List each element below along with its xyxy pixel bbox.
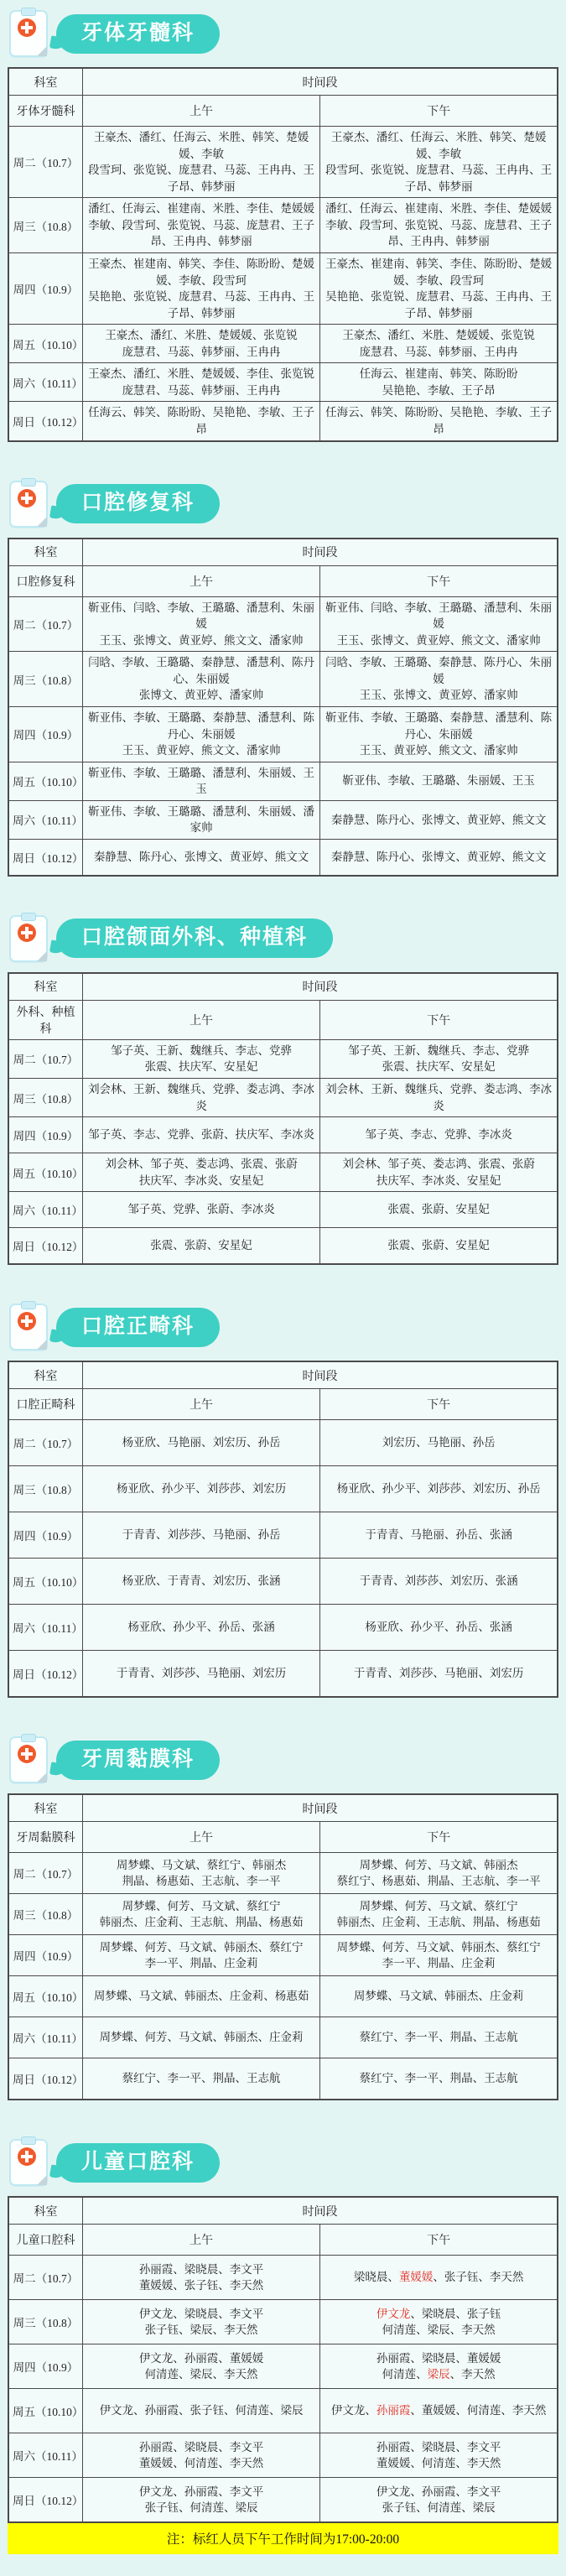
day-row: [8, 1559, 558, 1605]
sections-container: [8, 8, 558, 2523]
page-fold: [37, 517, 47, 527]
day-label: 周六（10.11）: [8, 2017, 82, 2058]
day-row: [8, 1117, 558, 1153]
department-name-cell: 牙体牙髓科: [8, 96, 82, 127]
am-staff-cell: 周梦蝶、何芳、马文斌、蔡红宁 韩丽杰、庄金莉、王志航、荆晶、杨惠茹: [82, 1894, 319, 1935]
day-label: 周日（10.12）: [8, 2478, 82, 2523]
day-label: 周日（10.12）: [8, 1651, 82, 1698]
day-label: 周二（10.7）: [8, 596, 82, 652]
day-row: [8, 1420, 558, 1466]
pm-staff-cell: 伊文龙、孙丽霞、李文平 张子钰、何清莲、梁辰: [320, 2478, 558, 2523]
day-label: 周二（10.7）: [8, 127, 82, 198]
am-staff-cell: 孙丽霞、梁晓晨、李文平 董媛媛、张子钰、李天然: [82, 2256, 319, 2300]
pm-staff-cell: 张震、张蔚、安星妃: [320, 1228, 558, 1265]
am-staff-cell: 邹子英、王新、魏继兵、李志、党骅 张震、扶庆军、安星妃: [82, 1039, 319, 1078]
day-label: 周三（10.8）: [8, 1079, 82, 1117]
am-staff-cell: 靳亚伟、李敏、王璐璐、潘慧利、朱丽媛、王玉: [82, 762, 319, 800]
section-title: 口腔正畸科: [56, 1308, 220, 1347]
pm-staff-cell: 刘宏历、马艳丽、孙岳: [320, 1420, 558, 1466]
day-label: 周六（10.11）: [8, 363, 82, 402]
section-title: 牙周黏膜科: [56, 1741, 220, 1780]
clipboard-clip: [21, 8, 36, 16]
medical-clipboard-icon: [9, 2139, 48, 2186]
schedule-table: [8, 1361, 558, 1698]
day-row: [8, 1605, 558, 1651]
am-staff-cell: 刘会林、王新、魏继兵、党骅、娄志鸿、李冰炎: [82, 1079, 319, 1117]
page-fold: [37, 951, 47, 961]
day-label: 周五（10.10）: [8, 325, 82, 363]
day-label: 周日（10.12）: [8, 839, 82, 876]
day-row: [8, 1651, 558, 1698]
department-section: [8, 1302, 558, 1698]
pm-staff-cell: 伊文龙、孙丽霞、董媛媛、何清莲、李天然: [320, 2389, 558, 2433]
period-column-header: 时间段: [82, 68, 558, 96]
am-staff-cell: 于青青、刘莎莎、马艳丽、孙岳: [82, 1512, 319, 1559]
department-name-cell: 外科、种植科: [8, 1000, 82, 1039]
day-row: [8, 762, 558, 800]
pm-staff-cell: 潘红、任海云、崔建南、米胜、李佳、楚媛媛 李敏、段雪珂、张览锐、马蕊、庞慧君、王子昂、王冉冉、韩梦丽: [320, 198, 558, 253]
pm-staff-cell: 刘会林、王新、魏继兵、党骅、娄志鸿、李冰炎: [320, 1079, 558, 1117]
medical-cross-icon: [18, 1312, 36, 1330]
am-staff-cell: 潘红、任海云、崔建南、米胜、李佳、楚媛媛 李敏、段雪珂、张览锐、马蕊、庞慧君、王子昂、王冉冉、韩梦丽: [82, 198, 319, 253]
table-subheader-row: [8, 96, 558, 127]
day-label: 周三（10.8）: [8, 652, 82, 707]
am-staff-cell: 杨亚欣、孙少平、孙岳、张涵: [82, 1605, 319, 1651]
day-row: [8, 1935, 558, 1976]
pm-staff-cell: 杨亚欣、孙少平、刘莎莎、刘宏历、孙岳: [320, 1466, 558, 1512]
pm-staff-cell: 蔡红宁、李一平、荆晶、王志航: [320, 2017, 558, 2058]
am-staff-cell: 周梦蝶、何芳、马文斌、韩丽杰、庄金莉: [82, 2017, 319, 2058]
medical-cross-icon: [18, 18, 36, 37]
red-staff-name: 伊文龙: [376, 2307, 411, 2320]
section-header: [9, 913, 558, 964]
table-subheader-row: [8, 1389, 558, 1420]
medical-clipboard-icon: [9, 481, 48, 528]
section-header: [9, 1735, 558, 1785]
day-row: [8, 2017, 558, 2058]
pm-staff-cell: 秦静慧、陈丹心、张博文、黄亚婷、熊文文: [320, 800, 558, 839]
afternoon-header: 下午: [320, 1000, 558, 1039]
page-fold: [37, 2175, 47, 2185]
day-label: 周四（10.9）: [8, 1935, 82, 1976]
dept-column-header: 科室: [8, 2197, 82, 2225]
am-staff-cell: 靳亚伟、李敏、王璐璐、潘慧利、朱丽媛、潘家帅: [82, 800, 319, 839]
section-header: [9, 8, 558, 59]
am-staff-cell: 于青青、刘莎莎、马艳丽、刘宏历: [82, 1651, 319, 1698]
am-staff-cell: 靳亚伟、李敏、王璐璐、秦静慧、潘慧利、陈丹心、朱丽媛 王玉、黄亚婷、熊文文、潘家帅: [82, 706, 319, 762]
am-staff-cell: 孙丽霞、梁晓晨、李文平 董媛媛、何清莲、李天然: [82, 2433, 319, 2478]
day-row: [8, 1192, 558, 1228]
pm-staff-cell: 王豪杰、崔建南、韩笑、李佳、陈盼盼、楚媛媛、李敏、段雪珂 吴艳艳、张览锐、庞慧君、马蕊、王冉冉、王子昂、韩梦丽: [320, 252, 558, 324]
morning-header: 上午: [82, 2225, 319, 2256]
day-row: [8, 2256, 558, 2300]
am-staff-cell: 伊文龙、孙丽霞、李文平 张子钰、何清莲、梁辰: [82, 2478, 319, 2523]
day-row: [8, 839, 558, 876]
pm-staff-cell: 靳亚伟、闫晗、李敏、王璐璐、潘慧利、朱丽媛 王玉、张博文、黄亚婷、熊文文、潘家帅: [320, 596, 558, 652]
pm-staff-cell: 周梦蝶、何芳、马文斌、蔡红宁 韩丽杰、庄金莉、王志航、荆晶、杨惠茹: [320, 1894, 558, 1935]
red-staff-name: 董媛媛: [398, 2271, 434, 2284]
red-staff-name: 孙丽霞: [376, 2404, 411, 2417]
day-label: 周六（10.11）: [8, 800, 82, 839]
medical-clipboard-icon: [9, 1304, 48, 1350]
medical-cross-icon: [18, 2147, 36, 2166]
clipboard-clip: [21, 478, 36, 487]
day-row: [8, 800, 558, 839]
period-column-header: 时间段: [82, 1361, 558, 1389]
afternoon-header: 下午: [320, 96, 558, 127]
pm-staff-cell: 周梦蝶、何芳、马文斌、韩丽杰、蔡红宁 李一平、荆晶、庄金莉: [320, 1935, 558, 1976]
day-label: 周二（10.7）: [8, 1420, 82, 1466]
am-staff-cell: 王豪杰、潘红、米胜、楚媛媛、李佳、张览锐 庞慧君、马蕊、韩梦丽、王冉冉: [82, 363, 319, 402]
department-section: [8, 1735, 558, 2100]
medical-cross-icon: [18, 1745, 36, 1763]
day-label: 周四（10.9）: [8, 706, 82, 762]
morning-header: 上午: [82, 1822, 319, 1853]
page-fold: [37, 46, 47, 56]
am-staff-cell: 杨亚欣、于青青、刘宏历、张涵: [82, 1559, 319, 1605]
am-staff-cell: 邹子英、李志、党骅、张蔚、扶庆军、李冰炎: [82, 1117, 319, 1153]
table-subheader-row: [8, 1822, 558, 1853]
medical-clipboard-icon: [9, 1736, 48, 1783]
am-staff-cell: 王豪杰、崔建南、韩笑、李佳、陈盼盼、楚媛媛、李敏、段雪珂 吴艳艳、张览锐、庞慧君、马蕊、王冉冉、王子昂、韩梦丽: [82, 252, 319, 324]
period-column-header: 时间段: [82, 539, 558, 566]
section-title: 儿童口腔科: [56, 2143, 220, 2183]
am-staff-cell: 周梦蝶、马文斌、蔡红宁、韩丽杰 荆晶、杨惠茹、王志航、李一平: [82, 1853, 319, 1894]
section-header: [9, 1302, 558, 1352]
day-row: [8, 2433, 558, 2478]
day-row: [8, 1153, 558, 1192]
pm-staff-cell: 王豪杰、潘红、任海云、米胜、韩笑、楚媛媛、李敏 段雪珂、张览锐、庞慧君、马蕊、王冉冉、王子昂、韩梦丽: [320, 127, 558, 198]
day-label: 周四（10.9）: [8, 1512, 82, 1559]
day-label: 周五（10.10）: [8, 1153, 82, 1192]
department-name-cell: 牙周黏膜科: [8, 1822, 82, 1853]
section-title: 口腔颌面外科、种植科: [56, 919, 333, 958]
period-column-header: 时间段: [82, 1794, 558, 1822]
day-row: [8, 2389, 558, 2433]
clipboard-clip: [21, 1301, 36, 1309]
pm-staff-cell: 任海云、韩笑、陈盼盼、吴艳艳、李敏、王子昂: [320, 402, 558, 441]
day-row: [8, 2300, 558, 2344]
day-label: 周五（10.10）: [8, 1976, 82, 2017]
pm-staff-cell: 于青青、马艳丽、孙岳、张涵: [320, 1512, 558, 1559]
day-label: 周六（10.11）: [8, 1192, 82, 1228]
day-row: [8, 127, 558, 198]
morning-header: 上午: [82, 96, 319, 127]
day-label: 周四（10.9）: [8, 1117, 82, 1153]
section-title: 牙体牙髓科: [56, 14, 220, 54]
department-section: [8, 8, 558, 442]
dept-column-header: 科室: [8, 539, 82, 566]
day-label: 周六（10.11）: [8, 2433, 82, 2478]
schedule-table: [8, 2196, 558, 2523]
day-row: [8, 252, 558, 324]
day-label: 周三（10.8）: [8, 1894, 82, 1935]
schedule-table: [8, 972, 558, 1265]
dept-column-header: 科室: [8, 68, 82, 96]
morning-header: 上午: [82, 565, 319, 596]
table-header-row: [8, 539, 558, 566]
medical-clipboard-icon: [9, 10, 48, 57]
pm-staff-cell: 靳亚伟、李敏、王璐璐、朱丽媛、王玉: [320, 762, 558, 800]
day-row: [8, 1976, 558, 2017]
day-row: [8, 1079, 558, 1117]
pm-staff-cell: 周梦蝶、马文斌、韩丽杰、庄金莉: [320, 1976, 558, 2017]
day-label: 周日（10.12）: [8, 1228, 82, 1265]
day-row: [8, 2478, 558, 2523]
day-label: 周二（10.7）: [8, 2256, 82, 2300]
day-row: [8, 402, 558, 441]
pm-staff-cell: 邹子英、王新、魏继兵、李志、党骅 张震、扶庆军、安星妃: [320, 1039, 558, 1078]
department-section: [8, 479, 558, 877]
am-staff-cell: 伊文龙、梁晓晨、李文平 张子钰、梁辰、李天然: [82, 2300, 319, 2344]
am-staff-cell: 杨亚欣、马艳丽、刘宏历、孙岳: [82, 1420, 319, 1466]
pm-staff-cell: 邹子英、李志、党骅、李冰炎: [320, 1117, 558, 1153]
day-row: [8, 1512, 558, 1559]
am-staff-cell: 周梦蝶、何芳、马文斌、韩丽杰、蔡红宁 李一平、荆晶、庄金莉: [82, 1935, 319, 1976]
pm-staff-cell: 孙丽霞、梁晓晨、李文平 董媛媛、何清莲、李天然: [320, 2433, 558, 2478]
am-staff-cell: 周梦蝶、马文斌、韩丽杰、庄金莉、杨惠茹: [82, 1976, 319, 2017]
schedule-table: [8, 1793, 558, 2100]
dept-column-header: 科室: [8, 1794, 82, 1822]
am-staff-cell: 刘会林、邹子英、娄志鸿、张震、张蔚 扶庆军、李冰炎、安星妃: [82, 1153, 319, 1192]
pm-staff-cell: 孙丽霞、梁晓晨、董媛媛 何清莲、梁辰、李天然: [320, 2344, 558, 2389]
afternoon-header: 下午: [320, 2225, 558, 2256]
pm-staff-cell: 伊文龙、梁晓晨、张子钰 何清莲、梁辰、李天然: [320, 2300, 558, 2344]
day-label: 周四（10.9）: [8, 252, 82, 324]
medical-cross-icon: [18, 489, 36, 507]
schedule-table: [8, 538, 558, 877]
pm-staff-cell: 王豪杰、潘红、米胜、楚媛媛、张览锐 庞慧君、马蕊、韩梦丽、王冉冉: [320, 325, 558, 363]
pm-staff-cell: 周梦蝶、何芳、马文斌、韩丽杰 蔡红宁、杨惠茹、荆晶、王志航、李一平: [320, 1853, 558, 1894]
am-staff-cell: 蔡红宁、李一平、荆晶、王志航: [82, 2058, 319, 2100]
department-section: [8, 913, 558, 1265]
day-row: [8, 1466, 558, 1512]
day-row: [8, 1228, 558, 1265]
table-subheader-row: [8, 565, 558, 596]
pm-staff-cell: 蔡红宁、李一平、荆晶、王志航: [320, 2058, 558, 2100]
pm-staff-cell: 秦静慧、陈丹心、张博文、黄亚婷、熊文文: [320, 839, 558, 876]
pm-staff-cell: 闫晗、李敏、王璐璐、秦静慧、陈丹心、朱丽媛 王玉、张博文、黄亚婷、潘家帅: [320, 652, 558, 707]
afternoon-header: 下午: [320, 1389, 558, 1420]
am-staff-cell: 伊文龙、孙丽霞、董媛媛 何清莲、梁辰、李天然: [82, 2344, 319, 2389]
department-section: [8, 2137, 558, 2523]
day-row: [8, 1894, 558, 1935]
day-label: 周日（10.12）: [8, 402, 82, 441]
day-label: 周二（10.7）: [8, 1039, 82, 1078]
am-staff-cell: 邹子英、党骅、张蔚、李冰炎: [82, 1192, 319, 1228]
table-header-row: [8, 1361, 558, 1389]
clipboard-clip: [21, 1734, 36, 1742]
day-row: [8, 325, 558, 363]
day-row: [8, 1039, 558, 1078]
section-header: [9, 2137, 558, 2188]
day-label: 周五（10.10）: [8, 2389, 82, 2433]
day-row: [8, 652, 558, 707]
am-staff-cell: 任海云、韩笑、陈盼盼、吴艳艳、李敏、王子昂: [82, 402, 319, 441]
am-staff-cell: 杨亚欣、孙少平、刘莎莎、刘宏历: [82, 1466, 319, 1512]
section-header: [9, 479, 558, 529]
afternoon-header: 下午: [320, 1822, 558, 1853]
am-staff-cell: 王豪杰、潘红、任海云、米胜、韩笑、楚媛媛、李敏 段雪珂、张览锐、庞慧君、马蕊、王冉冉、王子昂、韩梦丽: [82, 127, 319, 198]
period-column-header: 时间段: [82, 2197, 558, 2225]
day-label: 周五（10.10）: [8, 762, 82, 800]
afternoon-header: 下午: [320, 565, 558, 596]
footer-note: 注：标红人员下午工作时间为17:00-20:00: [8, 2523, 558, 2554]
day-row: [8, 1853, 558, 1894]
day-label: 周二（10.7）: [8, 1853, 82, 1894]
day-row: [8, 363, 558, 402]
table-header-row: [8, 973, 558, 1001]
pm-staff-cell: 于青青、刘莎莎、刘宏历、张涵: [320, 1559, 558, 1605]
pm-staff-cell: 于青青、刘莎莎、马艳丽、刘宏历: [320, 1651, 558, 1698]
am-staff-cell: 靳亚伟、闫晗、李敏、王璐璐、潘慧利、朱丽媛 王玉、张博文、黄亚婷、熊文文、潘家帅: [82, 596, 319, 652]
day-row: [8, 706, 558, 762]
day-label: 周四（10.9）: [8, 2344, 82, 2389]
table-header-row: [8, 1794, 558, 1822]
department-name-cell: 口腔正畸科: [8, 1389, 82, 1420]
morning-header: 上午: [82, 1000, 319, 1039]
period-column-header: 时间段: [82, 973, 558, 1001]
dept-column-header: 科室: [8, 973, 82, 1001]
pm-staff-cell: 梁晓晨、董媛媛、张子钰、李天然: [320, 2256, 558, 2300]
department-name-cell: 儿童口腔科: [8, 2225, 82, 2256]
table-header-row: [8, 2197, 558, 2225]
pm-staff-cell: 杨亚欣、孙少平、孙岳、张涵: [320, 1605, 558, 1651]
dept-column-header: 科室: [8, 1361, 82, 1389]
am-staff-cell: 伊文龙、孙丽霞、张子钰、何清莲、梁辰: [82, 2389, 319, 2433]
clipboard-clip: [21, 2136, 36, 2145]
table-subheader-row: [8, 2225, 558, 2256]
pm-staff-cell: 刘会林、邹子英、娄志鸿、张震、张蔚 扶庆军、李冰炎、安星妃: [320, 1153, 558, 1192]
schedule-table: [8, 67, 558, 442]
medical-clipboard-icon: [9, 915, 48, 962]
section-title: 口腔修复科: [56, 484, 220, 523]
table-header-row: [8, 68, 558, 96]
day-label: 周三（10.8）: [8, 2300, 82, 2344]
page-fold: [37, 1772, 47, 1782]
am-staff-cell: 王豪杰、潘红、米胜、楚媛媛、张览锐 庞慧君、马蕊、韩梦丽、王冉冉: [82, 325, 319, 363]
pm-staff-cell: 张震、张蔚、安星妃: [320, 1192, 558, 1228]
day-label: 周三（10.8）: [8, 198, 82, 253]
day-label: 周五（10.10）: [8, 1559, 82, 1605]
medical-cross-icon: [18, 924, 36, 942]
day-row: [8, 198, 558, 253]
am-staff-cell: 闫晗、李敏、王璐璐、秦静慧、潘慧利、陈丹心、朱丽媛 张博文、黄亚婷、潘家帅: [82, 652, 319, 707]
day-row: [8, 596, 558, 652]
day-label: 周三（10.8）: [8, 1466, 82, 1512]
department-name-cell: 口腔修复科: [8, 565, 82, 596]
table-subheader-row: [8, 1000, 558, 1039]
day-label: 周日（10.12）: [8, 2058, 82, 2100]
clipboard-clip: [21, 913, 36, 921]
morning-header: 上午: [82, 1389, 319, 1420]
day-label: 周六（10.11）: [8, 1605, 82, 1651]
pm-staff-cell: 靳亚伟、李敏、王璐璐、秦静慧、潘慧利、陈丹心、朱丽媛 王玉、黄亚婷、熊文文、潘家帅: [320, 706, 558, 762]
red-staff-name: 梁辰: [427, 2368, 450, 2381]
day-row: [8, 2344, 558, 2389]
am-staff-cell: 秦静慧、陈丹心、张博文、黄亚婷、熊文文: [82, 839, 319, 876]
page-fold: [37, 1340, 47, 1350]
pm-staff-cell: 任海云、崔建南、韩笑、陈盼盼 吴艳艳、李敏、王子昂: [320, 363, 558, 402]
am-staff-cell: 张震、张蔚、安星妃: [82, 1228, 319, 1265]
day-row: [8, 2058, 558, 2100]
